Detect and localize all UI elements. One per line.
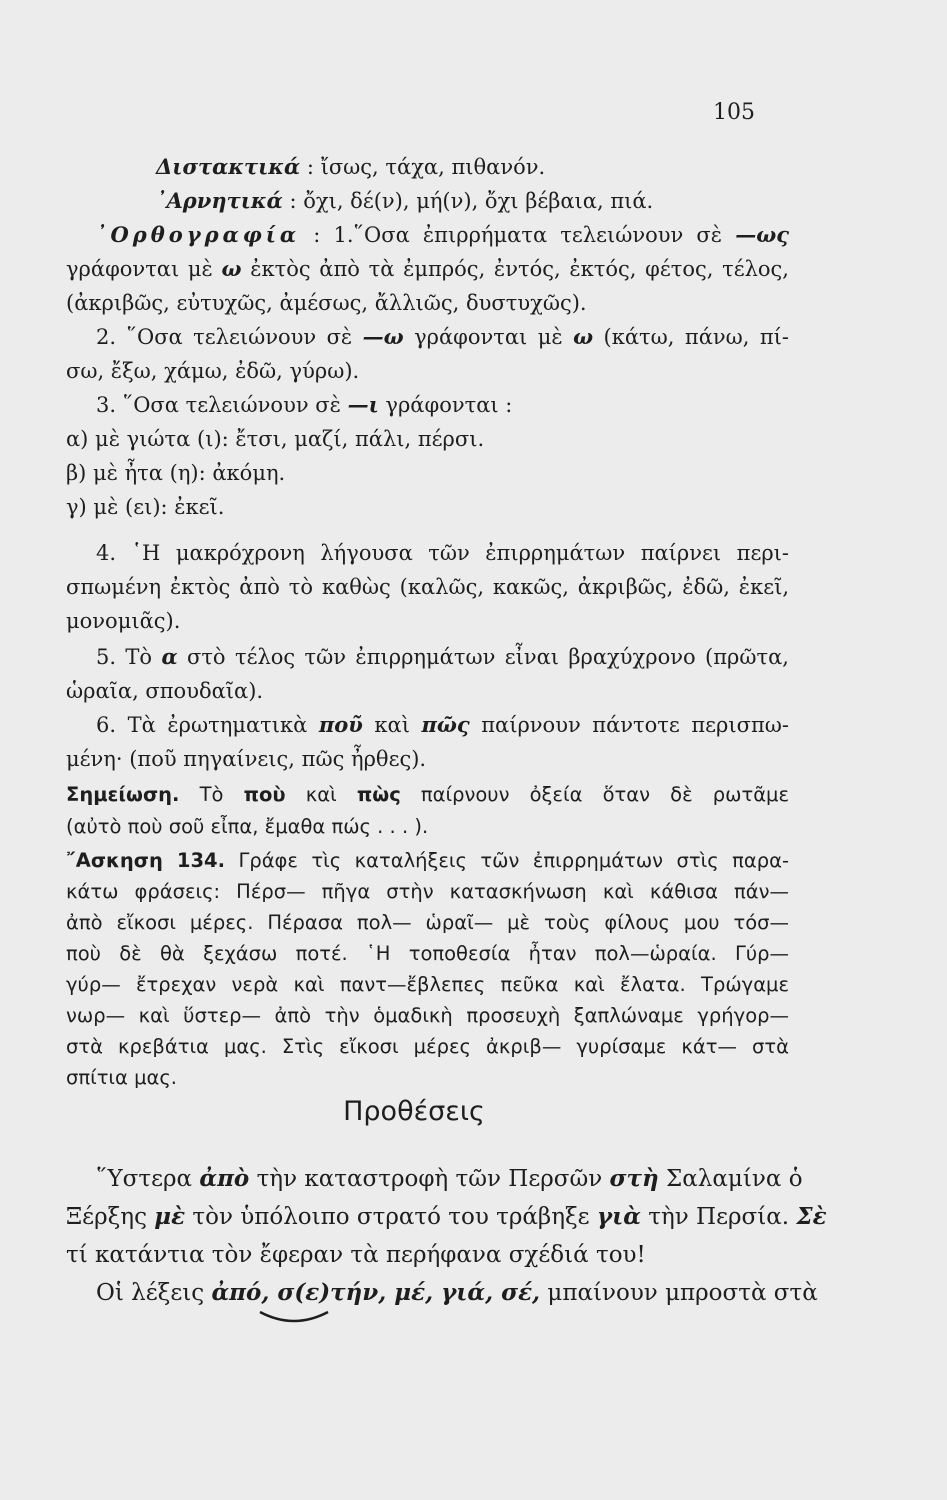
line-rule-3-c: γ) μὲ (ει): ἐκεῖ. (66, 495, 225, 519)
line-note-cont: (αὐτὸ ποὺ σοῦ εἶπα, ἔμαθα πώς . . . ). (66, 815, 429, 838)
line-text: σπωμένη ἐκτὸς ἀπὸ τὸ καθὼς (καλῶς, κακῶς, ἀκριβῶς, ἐδῶ, ἐκεῖ, (66, 575, 789, 599)
line-section-text: ῞Υστερα ἀπὸ τὴν καταστροφὴ τῶν Περσῶν στὴ Σαλαμίνα ὁ (96, 1165, 803, 1192)
line-orthography-rule-4: 4. ῾Η μακρόχρονη λήγουσα τῶν ἐπιρρημάτων παίρνει περι- (96, 541, 789, 565)
line-text: μονομιᾶς). (66, 609, 181, 633)
line-orthography-rule-1: ᾿Ορθογραφία : 1.῞Οσα ἐπιρρήματα τελειώνουν σὲ —ως (96, 222, 789, 247)
underline-curve-mark (256, 1308, 332, 1328)
line-section-text: τί κατάντια τὸν ἔφεραν τὰ περήφανα σχέδιά του! (66, 1242, 646, 1268)
line-exercise-text: σπίτια μας. (66, 1066, 177, 1089)
line-exercise-text: νωρ— καὶ ὕστερ— ἀπὸ τὴν ὁμαδικὴ προσευχὴ ξαπλώναμε γρήγορ— (66, 1004, 789, 1027)
line-section-text: Οἱ λέξεις ἀπό, σ(ε)τήν, μέ, γιά, σέ, μπαίνουν μπροστὰ στὰ (96, 1279, 818, 1306)
line-exercise-text: ποὺ δὲ θὰ ξεχάσω ποτέ. ῾Η τοποθεσία ἦταν πολ—ὡραία. Γύρ— (66, 942, 789, 965)
line-rule-3-a: α) μὲ γιώτα (ι): ἔτσι, μαζί, πάλι, πέρσι. (66, 427, 485, 451)
line-orthography-rule-6: 6. Τὰ ἐρωτηματικὰ ποῦ καὶ πῶς παίρνουν πάντοτε περισπω- (96, 712, 789, 737)
line-orthography-rule-5: 5. Τὸ α στὸ τέλος τῶν ἐπιρρημάτων εἶναι βραχύχρονο (πρῶτα, (96, 644, 789, 669)
line-exercise-134: ῎Ασκηση 134. Γράφε τὶς καταλήξεις τῶν ἐπιρρημάτων στὶς παρα- (66, 849, 789, 872)
line-orthography-rule-3: 3. ῞Οσα τελειώνουν σὲ —ι γράφονται : (96, 392, 513, 417)
line-exercise-text: ἀπὸ εἴκοσι μέρες. Πέρασα πολ— ὡραῖ— μὲ τοὺς φίλους μου τόσ— (66, 911, 789, 934)
line-hesitation-adverbs: Διστακτικά : ἴσως, τάχα, πιθανόν. (156, 154, 546, 179)
line-exercise-text: γύρ— ἔτρεχαν νερὰ καὶ παντ—ἔβλεπες πεῦκα καὶ ἔλατα. Τρώγαμε (66, 973, 789, 996)
line-exercise-text: στὰ κρεβάτια μας. Στὶς εἴκοσι μέρες ἀκριβ— γυρίσαμε κάτ— στὰ (66, 1035, 789, 1058)
line-section-text: Ξέρξης μὲ τὸν ὑπόλοιπο στρατό του τράβηξε γιὰ τὴν Περσία. Σὲ (66, 1203, 827, 1230)
line-negative-adverbs: ᾿Αρνητικά : ὄχι, δέ(ν), μή(ν), ὄχι βέβαια, πιά. (156, 188, 654, 213)
line-orthography-rule-2: 2. ῞Οσα τελειώνουν σὲ —ω γράφονται μὲ ω (κάτω, πάνω, πί- (96, 324, 790, 349)
line-exercise-text: κάτω φράσεις: Πέρσ— πῆγα στὴν κατασκήνωση καὶ κάθισα πάν— (66, 880, 789, 903)
line-rule-3-b: β) μὲ ἦτα (η): ἀκόμη. (66, 461, 286, 485)
section-heading-prepositions: Προθέσεις (343, 1096, 485, 1127)
line-text: γράφονται μὲ ω ἐκτὸς ἀπὸ τὰ ἐμπρός, ἐντός, ἐκτός, φέτος, τέλος, (66, 256, 789, 281)
line-note: Σημείωση. Τὸ ποὺ καὶ πὼς παίρνουν ὀξεία ὅταν δὲ ρωτᾶμε (66, 783, 789, 806)
line-text: σω, ἔξω, χάμω, ἐδῶ, γύρω). (66, 359, 360, 383)
line-text: μένη· (ποῦ πηγαίνεις, πῶς ἦρθες). (66, 747, 427, 771)
line-text: ὡραῖα, σπουδαῖα). (66, 679, 264, 703)
line-text: (ἀκριβῶς, εὐτυχῶς, ἀμέσως, ἄλλιῶς, δυστυχῶς). (66, 291, 587, 315)
page-number: 105 (713, 100, 755, 125)
